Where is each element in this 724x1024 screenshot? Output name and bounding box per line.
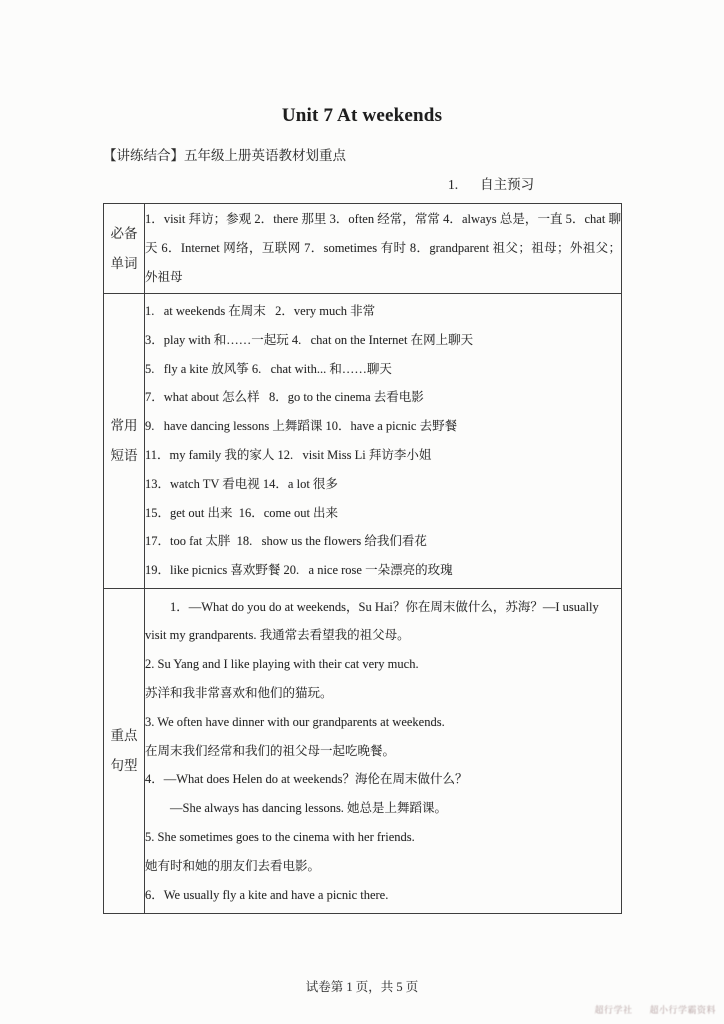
content-line: 苏洋和我非常喜欢和他们的猫玩。 (145, 686, 333, 700)
row-label-line: 常用 (110, 418, 138, 433)
watermark-right: 超小行学霸资料 (649, 1005, 716, 1015)
row-content (145, 589, 622, 914)
content-line: 3. We often have dinner with our grandparents at weekends. (145, 714, 445, 729)
content-line: 19．like picnics 喜欢野餐 20. a nice rose 一朵漂亮的玫瑰 (145, 563, 453, 578)
content-line: 1. at weekends 在周末 2．very much 非常 (145, 304, 376, 319)
section-heading (448, 175, 534, 194)
table-row-words (104, 204, 622, 294)
row-label-line: 短语 (110, 448, 138, 463)
watermark-left: 超行学社 (594, 1005, 633, 1015)
section-title: 自主预习 (480, 177, 535, 192)
content-line: 11．my family 我的家人 12. visit Miss Li 拜访李小姐 (145, 448, 432, 462)
content-line: 5. She sometimes goes to the cinema with her friends. (145, 829, 415, 844)
content-line: 1．visit 拜访；参观 2．there 那里 3．often 经常，常常 4．always 总是，一直 5．chat 聊天 6．Internet 网络，互联网 7．sometimes 有时 8．grandparent 祖父；祖母；外祖父；外祖母 (145, 211, 621, 285)
prep-table (103, 203, 622, 914)
content-line: 13．watch TV 看电视 14．a lot 很多 (145, 476, 338, 491)
row-label-line: 重点 (110, 728, 138, 743)
content-line: 15．get out 出来 16．come out 出来 (145, 505, 339, 520)
section-number: 1. (448, 177, 459, 192)
page-title: Unit 7 At weekends (281, 105, 443, 126)
content-line: 1．—What do you do at weekends，Su Hai？你在周末做什么，苏海？—I usually (145, 599, 599, 614)
content-line: 2. Su Yang and I like playing with their cat very much. (145, 657, 419, 672)
content-line: 6．We usually fly a kite and have a picnic there. (145, 887, 389, 902)
row-label-line: 单词 (110, 255, 138, 271)
table-row-phrases (104, 294, 622, 589)
table-row-sentences (104, 589, 622, 914)
row-content (145, 204, 622, 294)
content-line: 她有时和她的朋友们去看电影。 (145, 858, 321, 873)
content-line: 3．play with 和……一起玩 4. chat on the Internet 在网上聊天 (145, 332, 474, 347)
content-line: —She always has dancing lessons. 她总是上舞蹈课。 (145, 801, 448, 816)
subtitle: 【讲练结合】五年级上册英语教材划重点 (103, 148, 346, 163)
row-label (104, 204, 145, 294)
page-footer: 试卷第 1 页，共 5 页 (305, 980, 419, 994)
content-line: 9. have dancing lessons 上舞蹈课 10．have a picnic 去野餐 (145, 419, 458, 434)
watermark (580, 1003, 716, 1016)
content-line: 5. fly a kite 放风筝 6. chat with... 和……聊天 (145, 361, 392, 376)
content-line: 7．what about 怎么样 8．go to the cinema 去看电影 (145, 390, 424, 405)
content-line: 17．too fat 太胖 18. show us the flowers 给我们看花 (145, 534, 427, 549)
content-line: 4．—What does Helen do at weekends？海伦在周末做什么？ (145, 772, 468, 787)
row-label (104, 294, 145, 589)
content-line: 在周末我们经常和我们的祖父母一起吃晚餐。 (145, 743, 396, 758)
row-label-line: 句型 (110, 758, 138, 773)
content-line: visit my grandparents. 我通常去看望我的祖父母。 (145, 628, 410, 643)
row-label-line: 必备 (110, 225, 138, 241)
row-label (104, 589, 145, 914)
row-content (145, 294, 622, 589)
